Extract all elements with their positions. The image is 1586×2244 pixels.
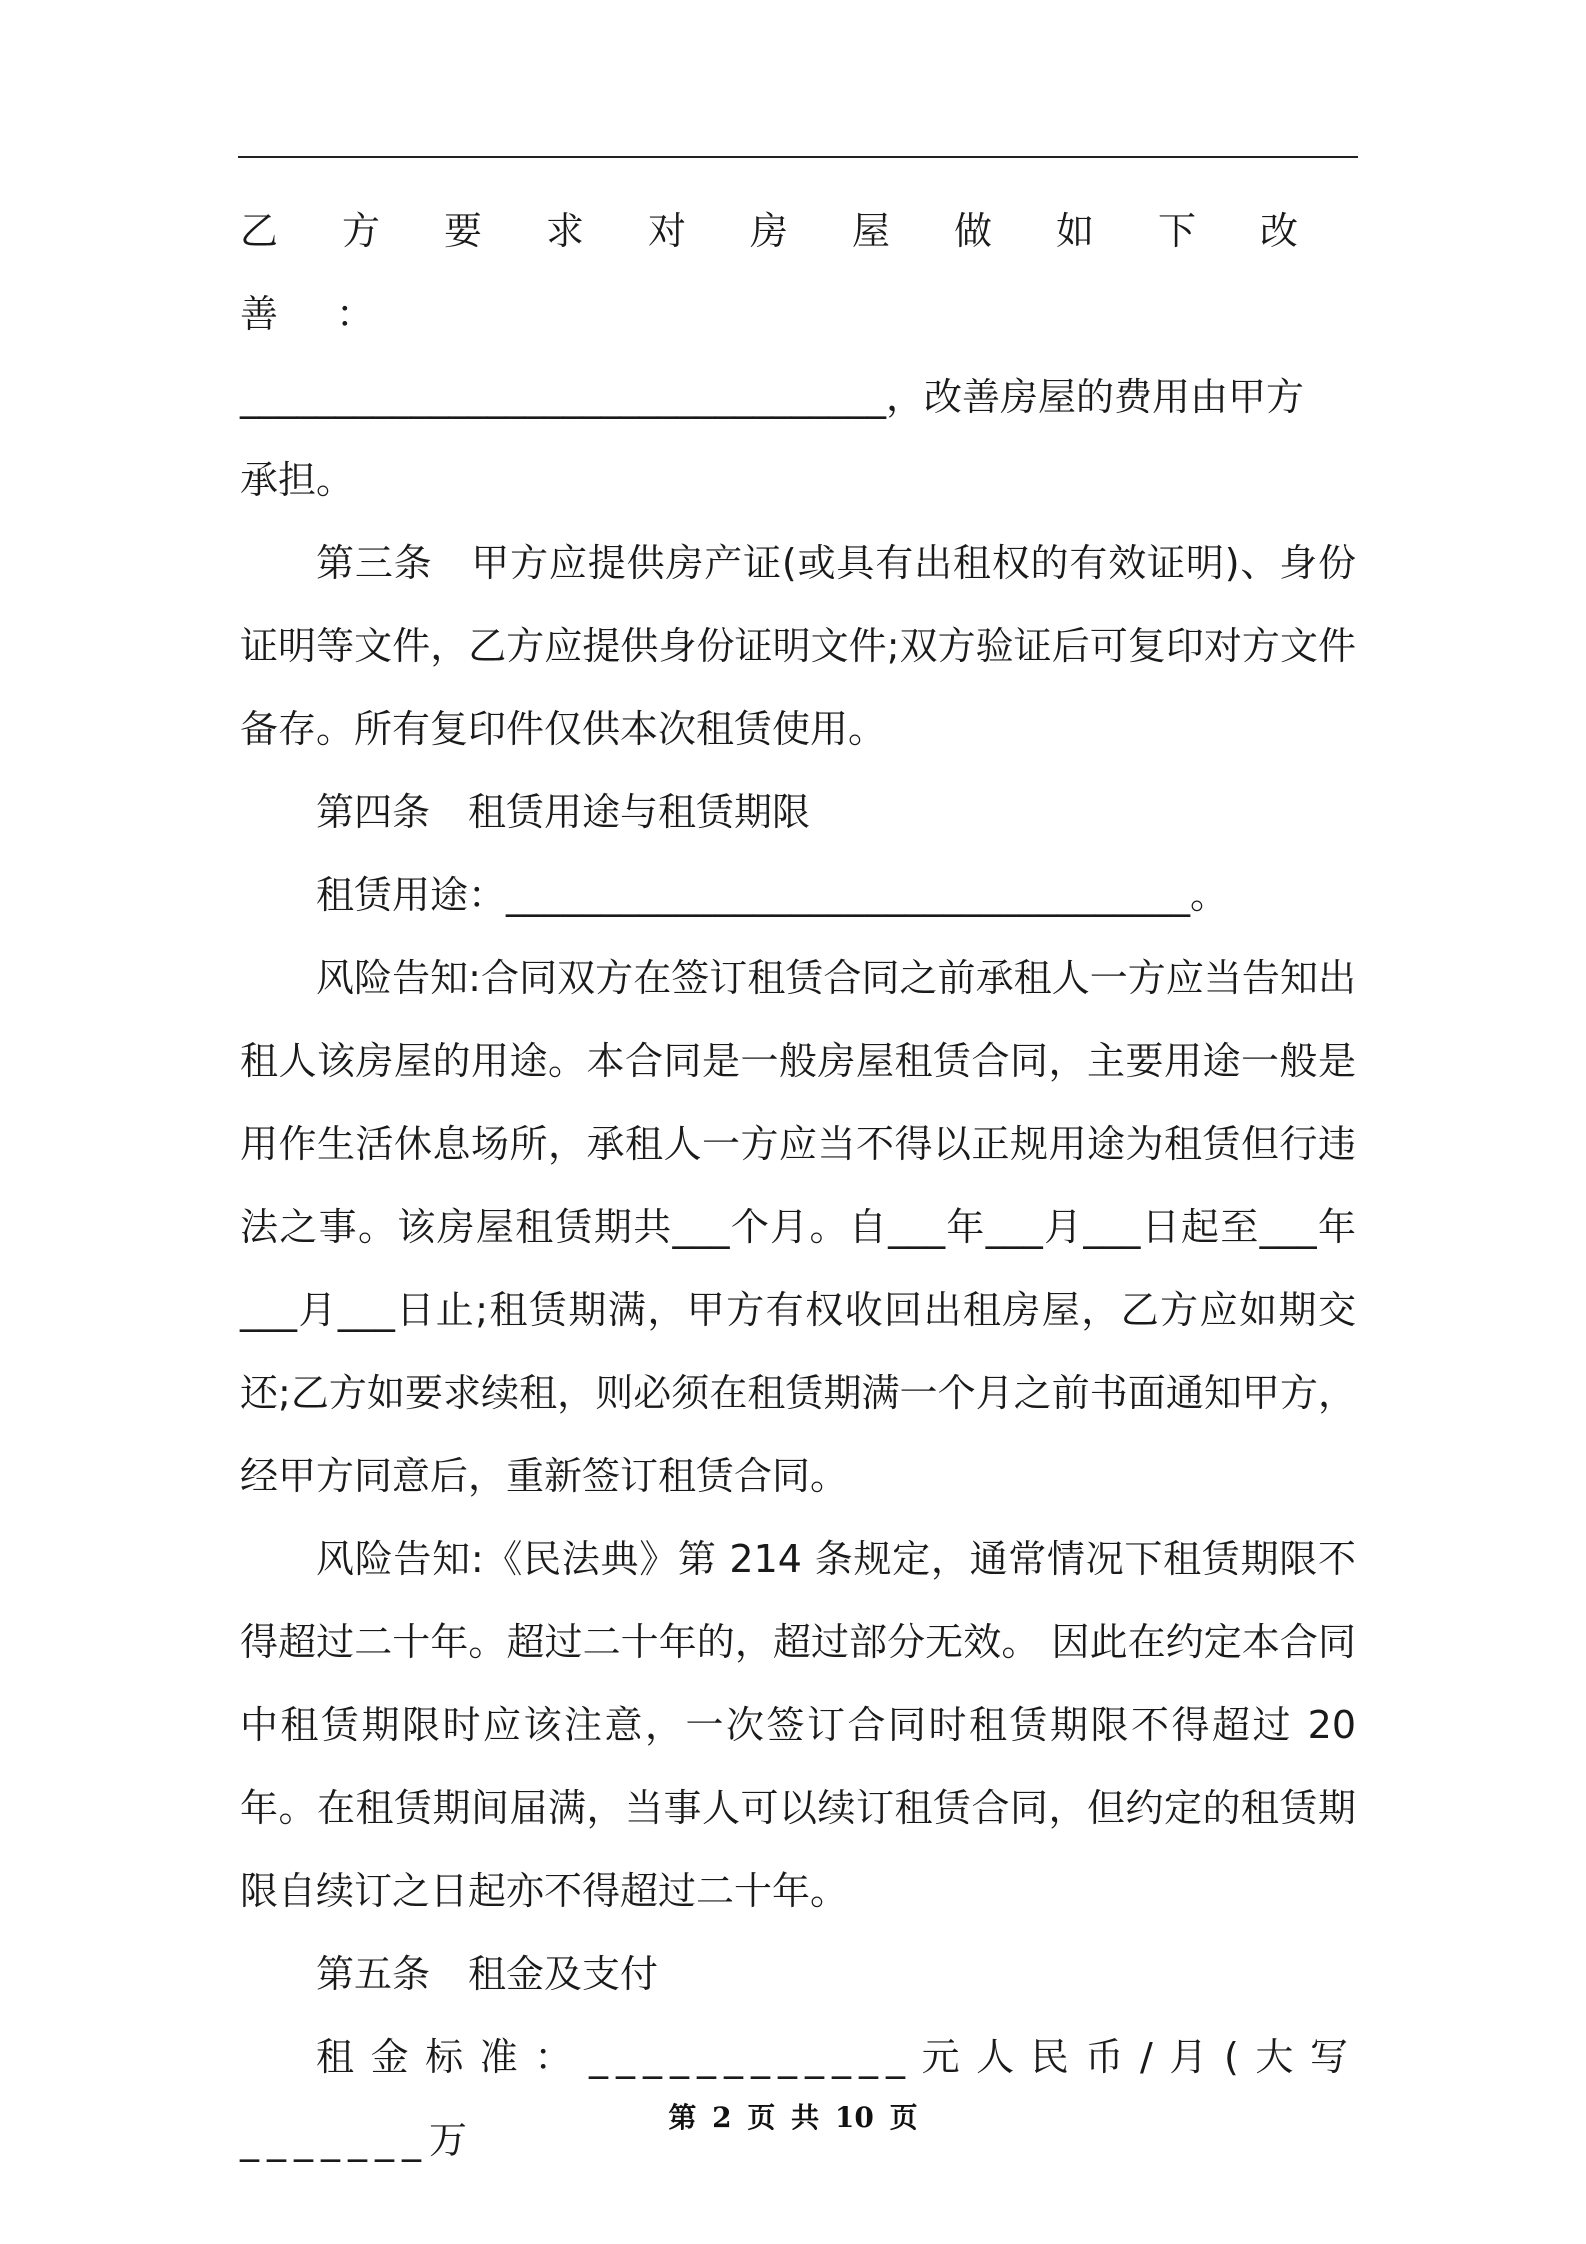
risk-notice-2: 风险告知:《民法典》第 214 条规定，通常情况下租赁期限不得超过二十年。超过二十年的，超过部分无效。 因此在约定本合同中租赁期限时应该注意，一次签订合同时租赁期限不得超过 20 年。在租赁期间届满，当事人可以续订租赁合同，但约定的租赁期限自续订之日起亦不得超过二十年。 xyxy=(240,1537,1356,1913)
risk-notice-1: 风险告知:合同双方在签订租赁合同之前承租人一方应当告知出租人该房屋的用途。本合同是一般房屋租赁合同，主要用途一般是用作生活休息场所，承租人一方应当不得以正规用途为租赁但行违法之事。该房屋租赁期共___个月。自___年___月___日起至___年___月___日止;租赁期满，甲方有权收回出租房屋，乙方应如期交还;乙方如要求续租，则必须在租赁期满一个月之前书面通知甲方，经甲方同意后，重新签订租赁合同。 xyxy=(240,956,1356,1498)
page-number: 第 2 页 共 10 页 xyxy=(668,2101,918,2134)
improvement-cost-end: 承担。 xyxy=(240,458,355,502)
improvement-cost-line: __________________________________，改善房屋的费用由甲方 xyxy=(240,375,1305,419)
rent-standard-line: 租金标准：____________元人民币/月(大写_______万 xyxy=(240,2035,1356,2162)
lease-use-line: 租赁用途：____________________________________。 xyxy=(316,873,1229,917)
header-rule xyxy=(238,156,1358,158)
article-5-title: 第五条 租金及支付 xyxy=(316,1952,659,1996)
improvement-line: 乙方要求对房屋做如下改善： xyxy=(240,209,1356,336)
article-4-title: 第四条 租赁用途与租赁期限 xyxy=(316,790,811,834)
document-body xyxy=(240,190,1356,2182)
article-3: 第三条 甲方应提供房产证(或具有出租权的有效证明)、身份证明等文件，乙方应提供身份证明文件;双方验证后可复印对方文件备存。所有复印件仅供本次租赁使用。 xyxy=(240,541,1356,751)
